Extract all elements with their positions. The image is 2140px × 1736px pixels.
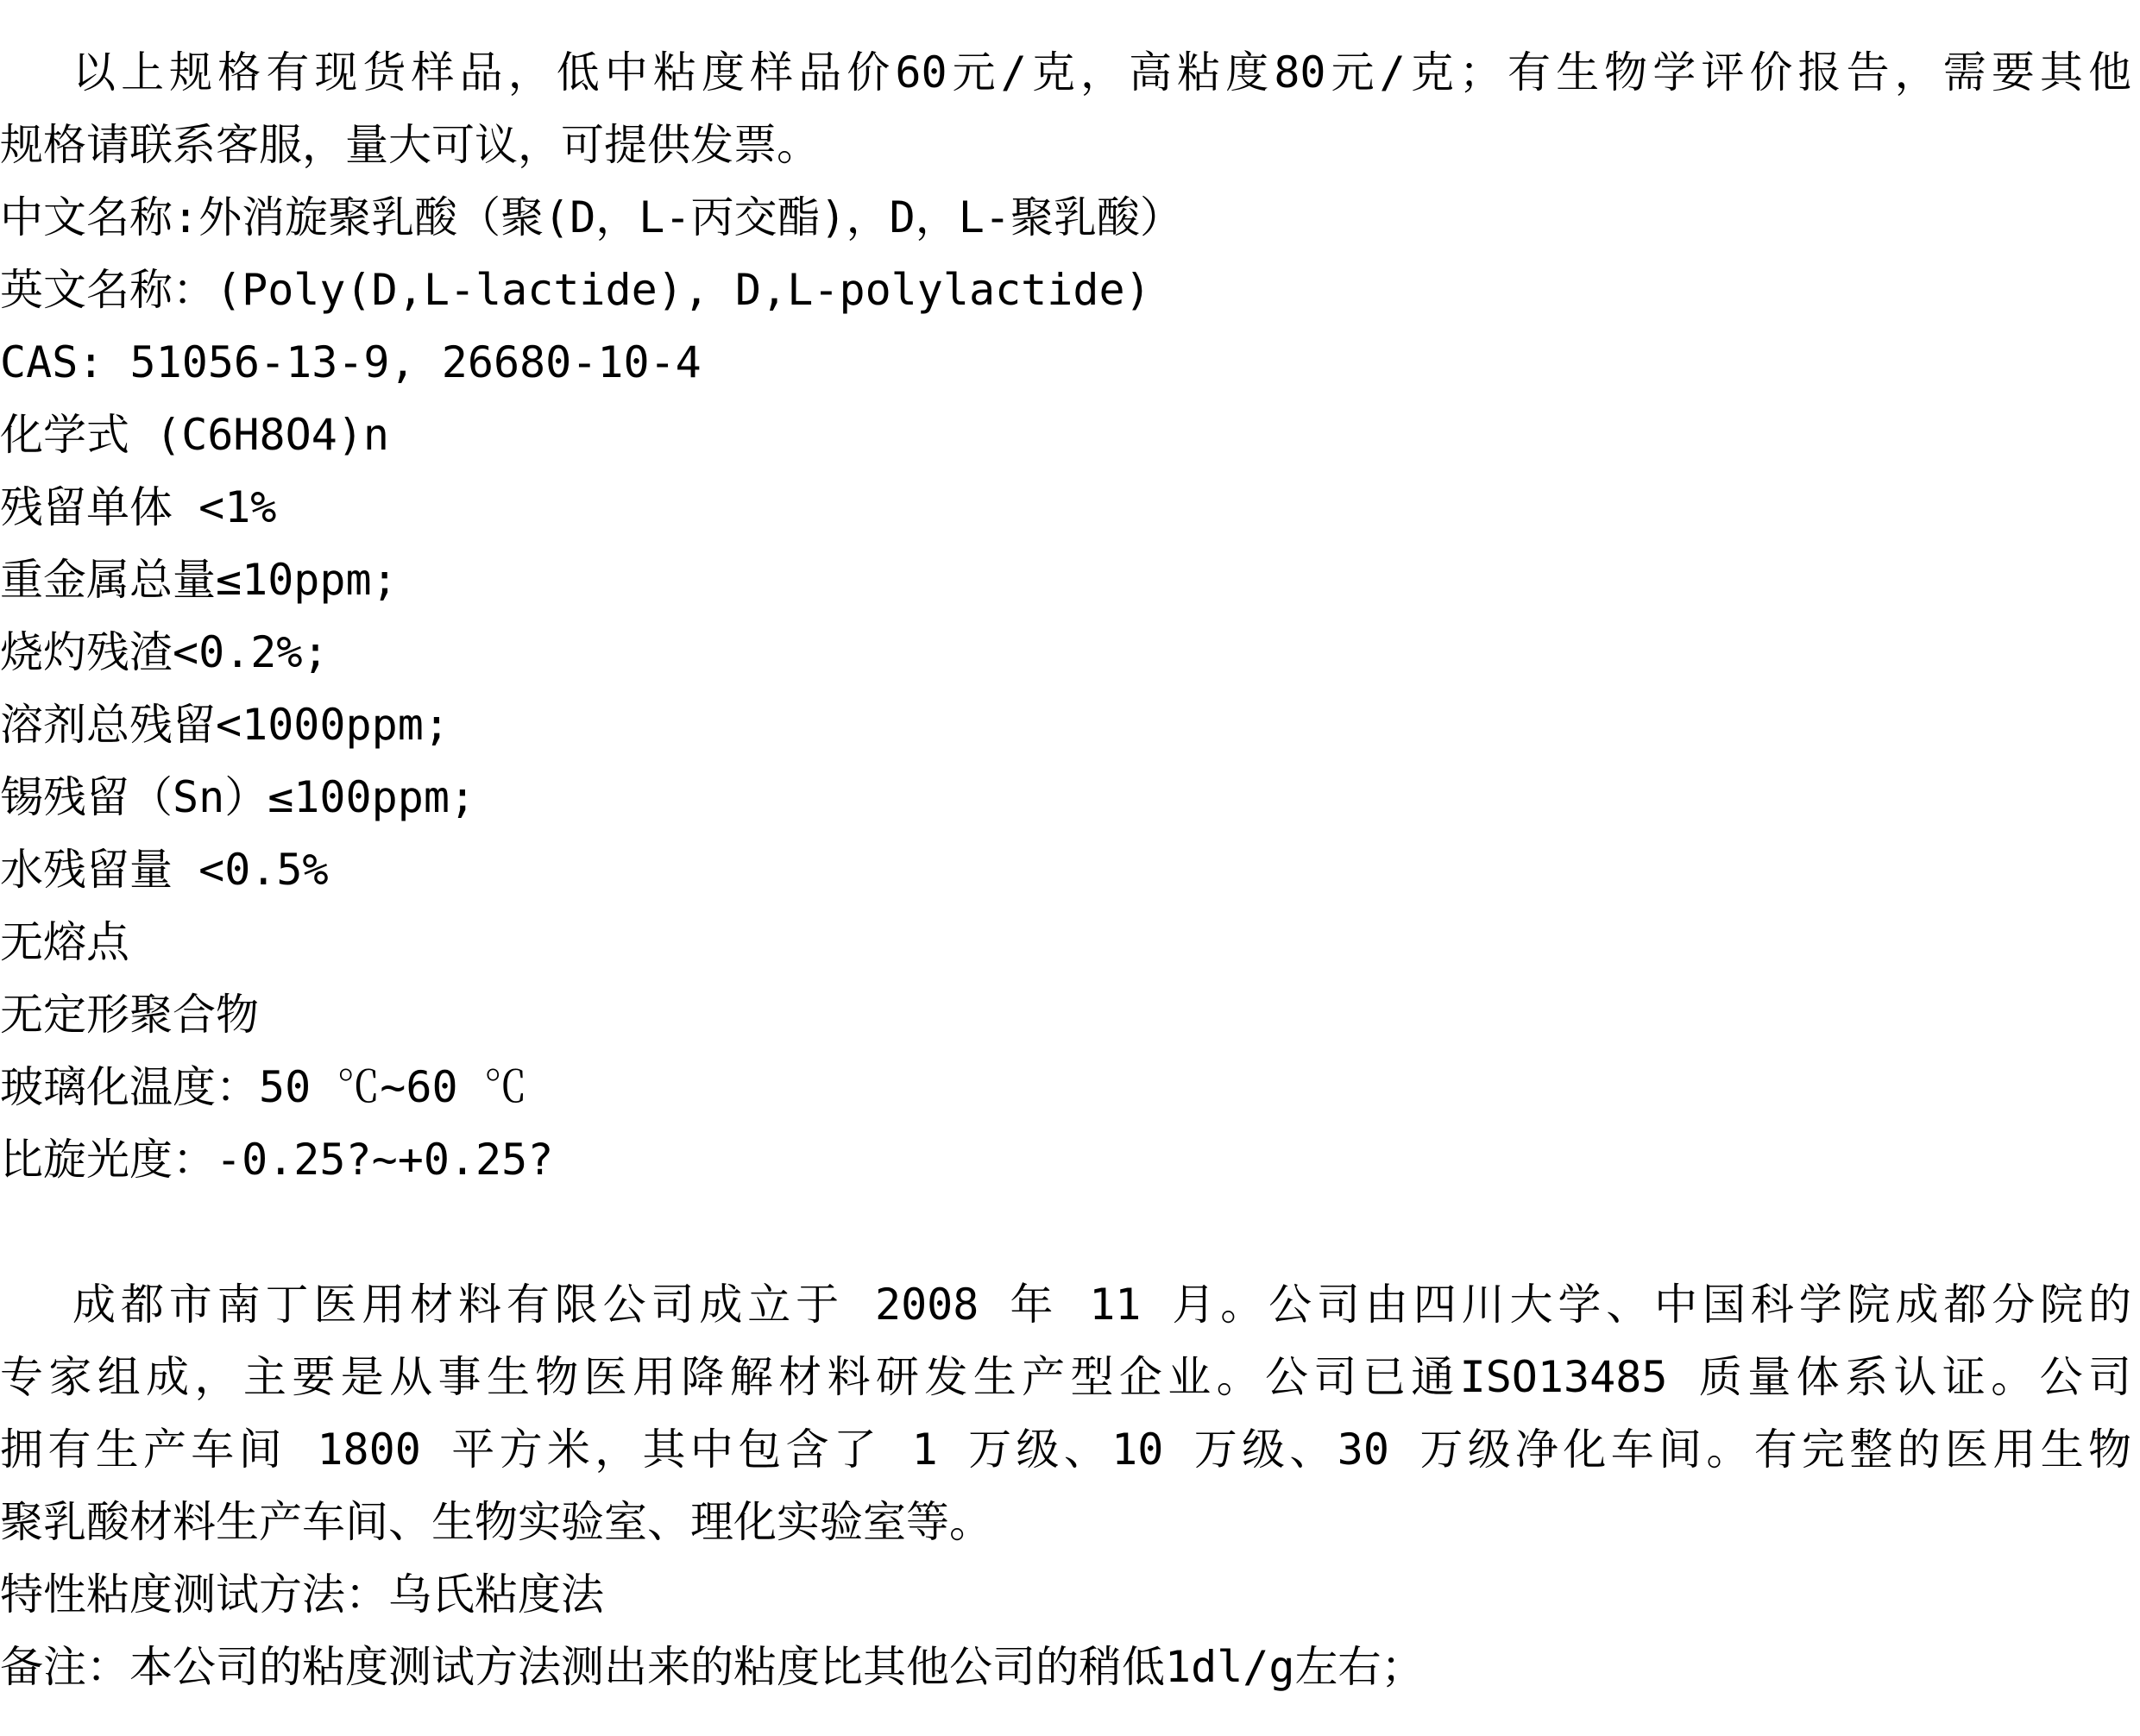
spec-water-residue: 水残留量 <0.5% bbox=[0, 845, 329, 895]
company-line-1: 成都市南丁医用材料有限公司成立于 2008 年 11 月。公司由四川大学、中国科学院成都分院的 bbox=[72, 1280, 2131, 1330]
spec-amorphous: 无定形聚合物 bbox=[0, 990, 259, 1040]
test-method: 特性粘度测试方法：乌氏粘度法 bbox=[0, 1569, 604, 1620]
spec-melting-point: 无熔点 bbox=[0, 917, 129, 967]
company-line-3: 拥有生产车间 1800 平方米，其中包含了 1 万级、10 万级、30 万级净化车间。有完整的医用生物 bbox=[0, 1425, 2131, 1475]
company-line-4: 聚乳酸材料生产车间、生物实验室、理化实验室等。 bbox=[0, 1497, 992, 1547]
spec-chinese-name: 中文名称:外消旋聚乳酸（聚(D，L-丙交酯)，D，L-聚乳酸） bbox=[0, 192, 1183, 242]
spec-optical-rotation: 比旋光度：-0.25?~+0.25? bbox=[0, 1135, 554, 1185]
spec-english-name: 英文名称：(Poly(D,L-lactide), D,L-polylactide) bbox=[0, 265, 1151, 315]
spec-formula: 化学式 (C6H8O4)n bbox=[0, 410, 390, 460]
spec-heavy-metal: 重金属总量≤10ppm; bbox=[0, 555, 398, 605]
spec-ignition-residue: 烧灼残渣<0.2%; bbox=[0, 627, 329, 677]
spec-tin-residue: 锡残留（Sn）≤100ppm; bbox=[0, 772, 476, 822]
spec-residual-monomer: 残留单体 <1% bbox=[0, 482, 277, 532]
spec-glass-transition: 玻璃化温度：50 ℃~60 ℃ bbox=[0, 1062, 527, 1112]
spec-cas: CAS: 51056-13-9, 26680-10-4 bbox=[0, 337, 702, 387]
intro-line-1: 以上规格有现货样品，低中粘度样品价60元/克，高粘度80元/克；有生物学评价报告，需要其他 bbox=[72, 47, 2131, 97]
company-line-2: 专家组成，主要是从事生物医用降解材料研发生产型企业。公司已通ISO13485 质量体系认证。公司 bbox=[0, 1352, 2131, 1402]
spec-solvent-residue: 溶剂总残留<1000ppm; bbox=[0, 700, 450, 750]
remark: 备注：本公司的粘度测试方法测出来的粘度比其他公司的稍低1dl/g左右； bbox=[0, 1642, 1425, 1692]
intro-line-2: 规格请联系客服，量大可议，可提供发票。 bbox=[0, 120, 820, 170]
